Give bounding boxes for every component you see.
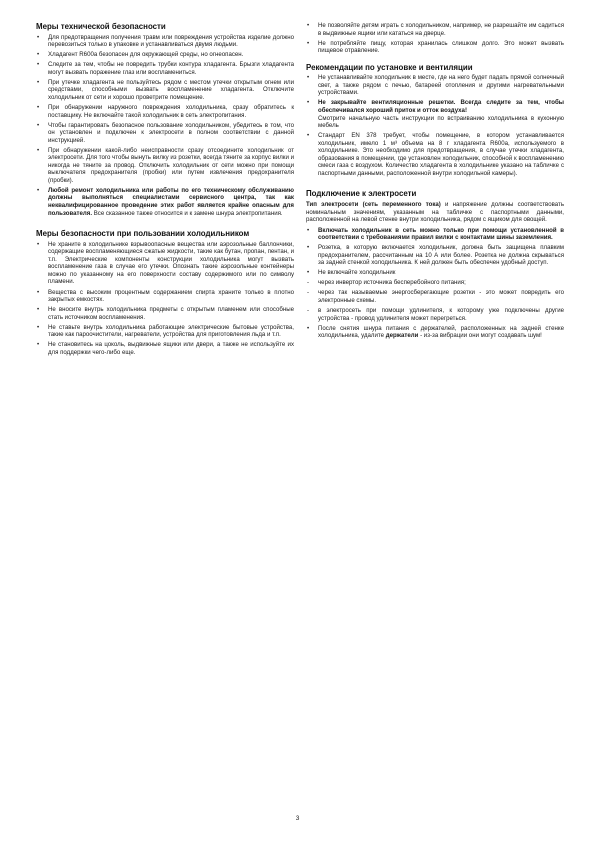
list-item: • Чтобы гарантировать безопасное пользование холодильником, убедитесь в том, что он установлен и подключен к электросети в полном соответствии с данной инструкцией.: [37, 121, 294, 144]
list-item-dash: - в электросеть при помощи удлинителя, к которому уже подключены другие устройства - провод удлинителя может перегреться.: [307, 307, 564, 322]
list-item: • Не позволяйте детям играть с холодильником, например, не разрешайте им садиться в выдвижные ящики или кататься на дверце.: [307, 22, 564, 37]
list-item: • Следите за тем, чтобы не повредить трубки контура хладагента. Брызги хладагента могут вызвать поражение глаз или воспламениться.: [37, 61, 294, 76]
list-item: • Не включайте холодильник: [307, 269, 396, 277]
list-item: • Не устанавливайте холодильник в месте, где на него будет падать прямой солнечный свет, а также рядом с печью, батареей отопления и другими нагревательными устройствами.: [307, 74, 564, 97]
list-item: • Вещества с высоким процентным содержанием спирта храните только в плотно закрытых емкостях.: [37, 288, 294, 304]
section-title-technical-safety: Меры технической безопасности: [36, 22, 166, 31]
usage-safety-list: [36, 241, 294, 357]
list-item: • При обнаружении наружного повреждения холодильника, сразу обратитесь к поставщику. Не включайте такой холодильник в сеть электропитания.: [37, 103, 294, 119]
technical-safety-list: [36, 34, 294, 218]
electrical-list: [306, 227, 564, 340]
list-item-ventilation-warning: • Не закрывайте вентиляционные решетки. Всегда следите за тем, чтобы обеспечивался хороший приток и отток воздуха! Смотрите начальную часть инструкции по встраиванию холодильника в кухонную мебель: [307, 99, 564, 130]
list-item-dash: - через так называемые энергосберегающие розетки - это может повредить его электронные схемы.: [307, 289, 564, 304]
usage-safety-list-continued: [306, 22, 564, 55]
list-item-repair-warning: • Любой ремонт холодильника или работы по его техническому обслуживанию должны выполняться специалистами сервисного центра, так как неквалифицированное проведение этих работ является крайне опасным для пользователя. Все сказанное также относится и к замене шнура электропитания.: [37, 186, 294, 217]
list-item: • При обнаружении какой-либо неисправности сразу отсоедините холодильник от электросети. Для того чтобы вынуть вилку из розетки, всегда тяните за корпус вилки и никогда не тяните за провод. Отключить холодильник от сети можно при помощи выключателя предохранителя (пробки) или путем извлечения предохранителя (пробки).: [37, 146, 294, 184]
list-item: • После снятия шнура питания с держателей, расположенных на задней стенке холодильника, удалите держатели - из-за вибрации они могут создавать шум!: [307, 324, 564, 340]
list-item: • Не храните в холодильнике взрывоопасные вещества или аэрозольные баллончики, содержащие воспламеняющиеся сжатые жидкости, такие как бутан, пропан, пентан, и т.п. Электрические компоненты конструкции холодильника могут вызвать воспламенение газа в случае его утечки. Опознать такие аэрозольные контейнеры можно по указанному на его поверхности составу содержимого или по символу пламени.: [37, 240, 294, 286]
page-number: 3: [295, 815, 300, 822]
left-column: [36, 22, 294, 359]
installation-list: [306, 74, 564, 177]
list-item: • При утечке хладагента не пользуйтесь рядом с местом утечки открытым огнем или средствами, способными вызвать воспламенение хладагента. Отключите холодильник от сети и хорошо проветрите помещение.: [37, 78, 294, 101]
list-item: • Для предотвращения получения травм или повреждения устройства изделие должно перевозиться только в упаковке и устанавливаться двумя людьми.: [37, 33, 294, 49]
list-item-dash: - через инвертор источника бесперебойного питания;: [307, 279, 466, 287]
section-title-usage-safety: Меры безопасности при пользовании холодильником: [36, 229, 250, 239]
right-column: [306, 22, 564, 342]
list-item: • Розетка, в которую включается холодильник, должна быть защищена плавким предохранителем, рассчитанным на 10 А или более. Розетка не должна скрываться за задней стенкой холодильника. К ней должен быть обеспечен удобный доступ.: [307, 244, 564, 267]
section-title-electrical: Подключение к электросети: [306, 189, 417, 199]
list-item: • Не становитесь на цоколь, выдвижные ящики или двери, а также не используйте их для поддержки чего-либо еще.: [37, 341, 294, 356]
list-item: • Хладагент R600a безопасен для окружающей среды, но огнеопасен.: [37, 51, 244, 59]
list-item: • Стандарт EN 378 требует, чтобы помещение, в котором устанавливается холодильник, имело 1 м³ объема на 8 г хладагента R600a, используемого в холодильнике. Это необходимо для предотвращения, в случае утечки хладагента, образования в помещении, где установлен холодильник, способной к воспламенению смеси газа с воздухом. Количество хладагента в холодильнике указано на табличке с паспортными данными, расположенной внутри холодильной камеры).: [307, 132, 564, 177]
electrical-intro: Тип электросети (сеть переменного тока) и напряжение должны соответствовать номинальным значениям, указанным на табличке с паспортными данными, расположенной на левой стенке внутри холодильника, рядом с ящиком для овощей.: [306, 200, 564, 224]
list-item: • Не потребляйте пищу, которая хранилась слишком долго. Это может вызвать пищевое отравление.: [307, 39, 564, 55]
section-title-installation: Рекомендации по установке и вентиляции: [306, 62, 473, 72]
list-item: • Не ставьте внутрь холодильника работающие электрические бытовые устройства, такие как пароочистители, нагреватели, устройства для приготовления льда и т.п.: [37, 323, 294, 339]
list-item-grounding: • Включать холодильник в сеть можно только при помощи установленной в соответствии с требованиями правил вилки с контактами шины заземления.: [307, 226, 564, 242]
list-item: • Не вносите внутрь холодильника предметы с открытым пламенем или способные стать источником воспламенения.: [37, 306, 294, 321]
